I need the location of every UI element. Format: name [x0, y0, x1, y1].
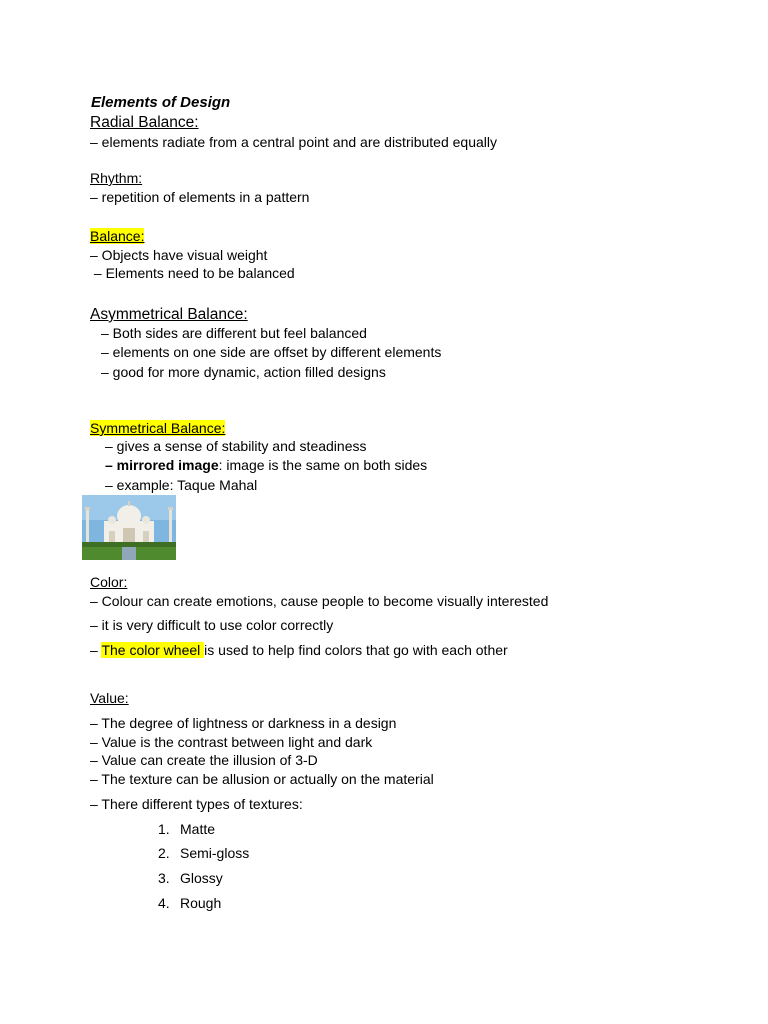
- color-wheel-highlight: The color wheel: [101, 642, 205, 658]
- list-item: [158, 896, 221, 910]
- rhythm-heading: Rhythm:: [90, 170, 143, 186]
- color-heading: Color:: [90, 574, 128, 590]
- textures-intro: – There different types of textures:: [90, 796, 303, 812]
- list-item-number: 3.: [158, 870, 170, 886]
- value-line: – Value is the contrast between light and dark: [90, 734, 373, 750]
- balance-heading: [90, 229, 144, 243]
- color-line: – it is very difficult to use color correctly: [90, 617, 334, 633]
- list-item: [158, 846, 249, 860]
- color-line: – Colour can create emotions, cause people to become visually interested: [90, 593, 549, 609]
- document-title: Elements of Design: [91, 94, 231, 111]
- list-item-label: Matte: [180, 821, 216, 837]
- asymmetrical-line: – good for more dynamic, action filled designs: [101, 364, 386, 380]
- radial-balance-heading: Radial Balance:: [90, 114, 199, 131]
- list-item-number: 2.: [158, 845, 170, 861]
- list-item: [158, 822, 215, 836]
- list-item-number: 1.: [158, 821, 170, 837]
- balance-line: – Elements need to be balanced: [90, 265, 295, 281]
- value-line: – The texture can be allusion or actually on the material: [90, 771, 434, 787]
- color-wheel-line: [90, 643, 508, 657]
- asymmetrical-balance-heading: Asymmetrical Balance:: [90, 306, 248, 323]
- mirrored-image-definition: : image is the same on both sides: [218, 457, 428, 473]
- value-line: – The degree of lightness or darkness in a design: [90, 715, 397, 731]
- color-wheel-prefix: –: [90, 642, 102, 658]
- list-item-number: 4.: [158, 895, 170, 911]
- list-item-label: Semi-gloss: [180, 845, 250, 861]
- rhythm-line: – repetition of elements in a pattern: [90, 189, 310, 205]
- list-item: [158, 871, 223, 885]
- asymmetrical-line: – Both sides are different but feel balanced: [101, 325, 367, 341]
- symmetrical-balance-heading: [90, 421, 225, 435]
- symmetrical-line: – gives a sense of stability and steadiness: [105, 438, 367, 454]
- radial-balance-line: – elements radiate from a central point and are distributed equally: [90, 134, 498, 150]
- list-item-label: Rough: [180, 895, 222, 911]
- symmetrical-heading-highlight: Symmetrical Balance:: [90, 420, 226, 436]
- color-wheel-rest: is used to help find colors that go with each other: [204, 642, 508, 658]
- value-heading: Value:: [90, 690, 129, 706]
- mirrored-image-term: – mirrored image: [105, 457, 219, 473]
- symmetrical-example-line: – example: Taque Mahal: [105, 477, 258, 493]
- list-item-label: Glossy: [180, 870, 223, 886]
- symmetrical-line: [105, 458, 427, 472]
- taj-mahal-photo-icon: [82, 495, 176, 560]
- balance-heading-highlight: Balance:: [90, 228, 145, 244]
- value-line: – Value can create the illusion of 3-D: [90, 752, 318, 768]
- asymmetrical-line: – elements on one side are offset by different elements: [101, 344, 442, 360]
- balance-line: – Objects have visual weight: [90, 247, 268, 263]
